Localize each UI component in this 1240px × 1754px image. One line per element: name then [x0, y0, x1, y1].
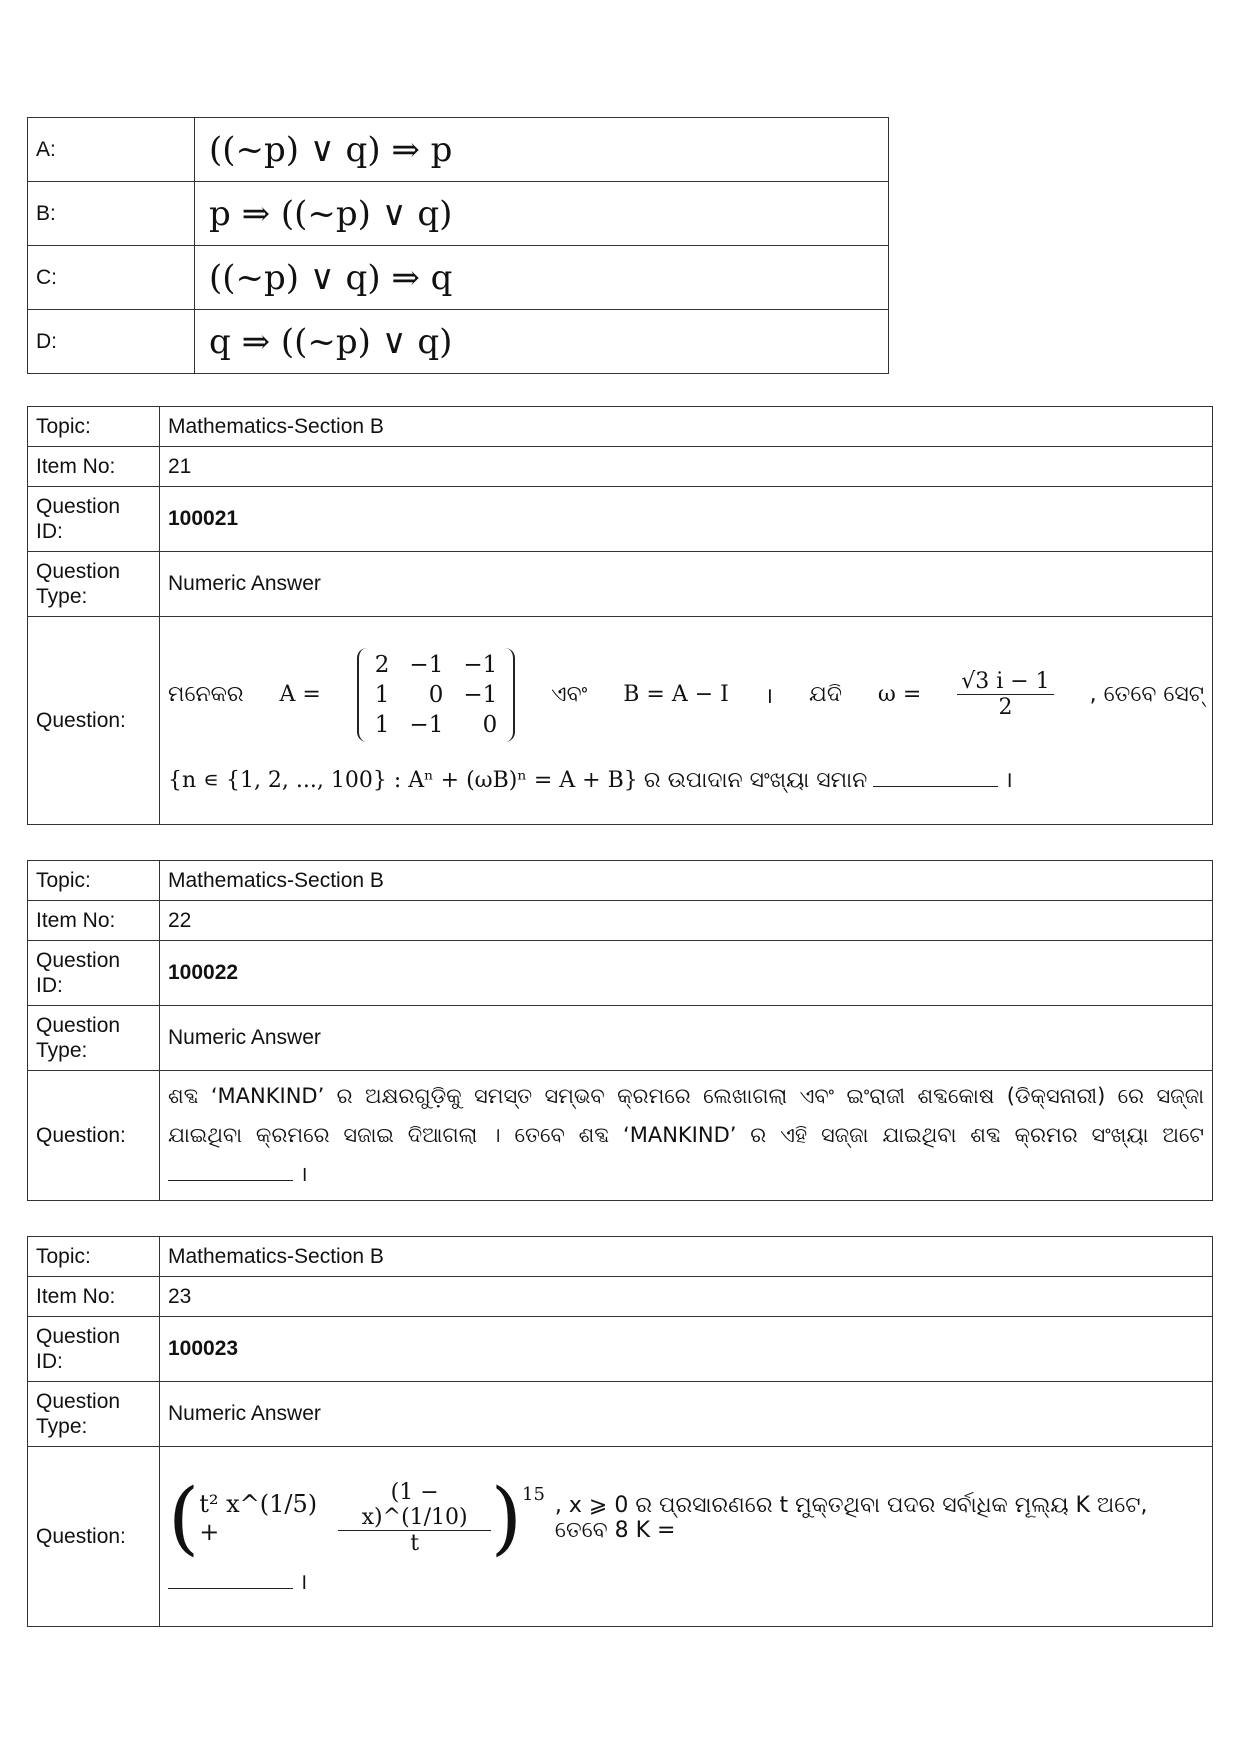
item-no-value: 21: [160, 447, 1213, 487]
question-label: Question:: [28, 1447, 160, 1627]
item-no-label: Item No:: [28, 1277, 160, 1317]
question-id-value: 100021: [160, 487, 1213, 552]
question-type-label: Question Type:: [28, 1006, 160, 1071]
question-text: , x ⩾ 0 ର ପ୍ରସାରଣରେ t ମୁକ୍ତଥିବା ପଦର ସର୍ବାଧିକ ମୂଲ୍ୟ K ଅଟେ, ତେବେ 8 K =: [554, 1492, 1148, 1543]
q-and: ଏବଂ: [551, 682, 588, 707]
expr-power: 15: [522, 1483, 545, 1505]
matrix-cell: 0: [482, 711, 498, 738]
matrix-cell: 2: [374, 651, 390, 678]
option-label: A:: [28, 118, 195, 182]
option-label: B:: [28, 182, 195, 246]
matrix-cell: −1: [463, 651, 498, 678]
question-table-23: [27, 1236, 1213, 1627]
topic-label: Topic:: [28, 1237, 160, 1277]
omega-numerator: √3 i − 1: [957, 669, 1053, 695]
q-tail: ର ଉପାଦାନ ସଂଖ୍ୟା ସମାନ: [643, 767, 868, 793]
right-paren: ): [490, 1470, 523, 1564]
topic-value: Mathematics-Section B: [160, 407, 1213, 447]
question-type-value: Numeric Answer: [160, 1006, 1213, 1071]
topic-value: Mathematics-Section B: [160, 861, 1213, 901]
answer-blank: [873, 764, 998, 787]
item-no-value: 23: [160, 1277, 1213, 1317]
topic-label: Topic:: [28, 407, 160, 447]
question-label: Question:: [28, 1071, 160, 1201]
left-paren: (: [168, 1470, 200, 1564]
fraction-numerator: (1 − x)^(1/10): [338, 1480, 490, 1531]
matrix-cell: 1: [374, 711, 390, 738]
q-bar: ।: [764, 683, 774, 709]
question-body: [160, 1447, 1213, 1627]
q-B-eq: B = A − I: [623, 682, 729, 707]
matrix-cell: 1: [374, 681, 390, 708]
topic-label: Topic:: [28, 861, 160, 901]
question-id-value: 100023: [160, 1317, 1213, 1382]
option-row: [28, 182, 889, 246]
matrix-cell: −1: [463, 681, 498, 708]
question-label: Question:: [28, 617, 160, 825]
answer-blank: [168, 1158, 293, 1181]
question-body: [160, 1071, 1213, 1201]
question-body: [160, 617, 1213, 825]
question-id-label: Question ID:: [28, 941, 160, 1006]
question-text: ଶବ୍ଦ ‘MANKIND’ ର ଅକ୍ଷରଗୁଡ଼ିକୁ ସମସ୍ତ ସମ୍ଭବ କ୍ରମରେ ଲେଖାଗଲା ଏବଂ ଇଂରାଜୀ ଶବ୍ଦକୋଷ (ଡିକ୍ସନାରୀ) ରେ ସଜ୍ଜା ଯାଇଥିବା କ୍ରମରେ ସଜାଇ ଦିଆଗଲା । ତେବେ ଶବ୍ଦ ‘MANKIND’ ର ଏହି ସଜ୍ଜା ଯାଇଥିବା ଶବ୍ଦ କ୍ରମର ସଂଖ୍ୟା ଅଟେ: [168, 1084, 1204, 1147]
q-then-set: , ତେବେ ସେଟ୍: [1089, 682, 1204, 707]
expr-fraction: [338, 1480, 490, 1556]
question-table-21: [27, 406, 1213, 825]
omega-fraction: [957, 669, 1053, 720]
question-id-label: Question ID:: [28, 1317, 160, 1382]
option-row: [28, 118, 889, 182]
question-id-value: 100022: [160, 941, 1213, 1006]
matrix-A: [357, 648, 515, 742]
option-label: C:: [28, 246, 195, 310]
q-set-expression: {n ∊ {1, 2, ..., 100} : Aⁿ + (ωB)ⁿ = A + B}: [168, 767, 638, 793]
q-A-eq: A =: [279, 682, 321, 707]
option-expression: p ⇒ ((~p) ∨ q): [195, 182, 889, 246]
option-row: [28, 310, 889, 374]
matrix-cell: 0: [428, 681, 444, 708]
fraction-denominator: t: [410, 1530, 420, 1556]
omega-denominator: 2: [998, 695, 1013, 720]
matrix-cell: −1: [409, 651, 444, 678]
q-intro: ମନେକର: [168, 682, 244, 707]
topic-value: Mathematics-Section B: [160, 1237, 1213, 1277]
question-type-value: Numeric Answer: [160, 552, 1213, 617]
question-type-label: Question Type:: [28, 1382, 160, 1447]
option-expression: ((~p) ∨ q) ⇒ q: [195, 246, 889, 310]
option-row: [28, 246, 889, 310]
q-omega: ω =: [877, 682, 922, 707]
option-expression: q ⇒ ((~p) ∨ q): [195, 310, 889, 374]
q-end: ।: [299, 1162, 308, 1186]
option-expression: ((~p) ∨ q) ⇒ p: [195, 118, 889, 182]
question-id-label: Question ID:: [28, 487, 160, 552]
item-no-value: 22: [160, 901, 1213, 941]
question-type-label: Question Type:: [28, 552, 160, 617]
q-if: ଯଦି: [809, 682, 842, 707]
expr-left: t² x^(1/5) +: [199, 1489, 318, 1546]
q-end: ।: [299, 1568, 308, 1594]
answer-blank: [168, 1566, 293, 1589]
item-no-label: Item No:: [28, 901, 160, 941]
option-label: D:: [28, 310, 195, 374]
item-no-label: Item No:: [28, 447, 160, 487]
q-end: ।: [1004, 766, 1013, 792]
options-table: [27, 117, 889, 374]
question-table-22: [27, 860, 1213, 1201]
matrix-cell: −1: [409, 711, 444, 738]
question-type-value: Numeric Answer: [160, 1382, 1213, 1447]
